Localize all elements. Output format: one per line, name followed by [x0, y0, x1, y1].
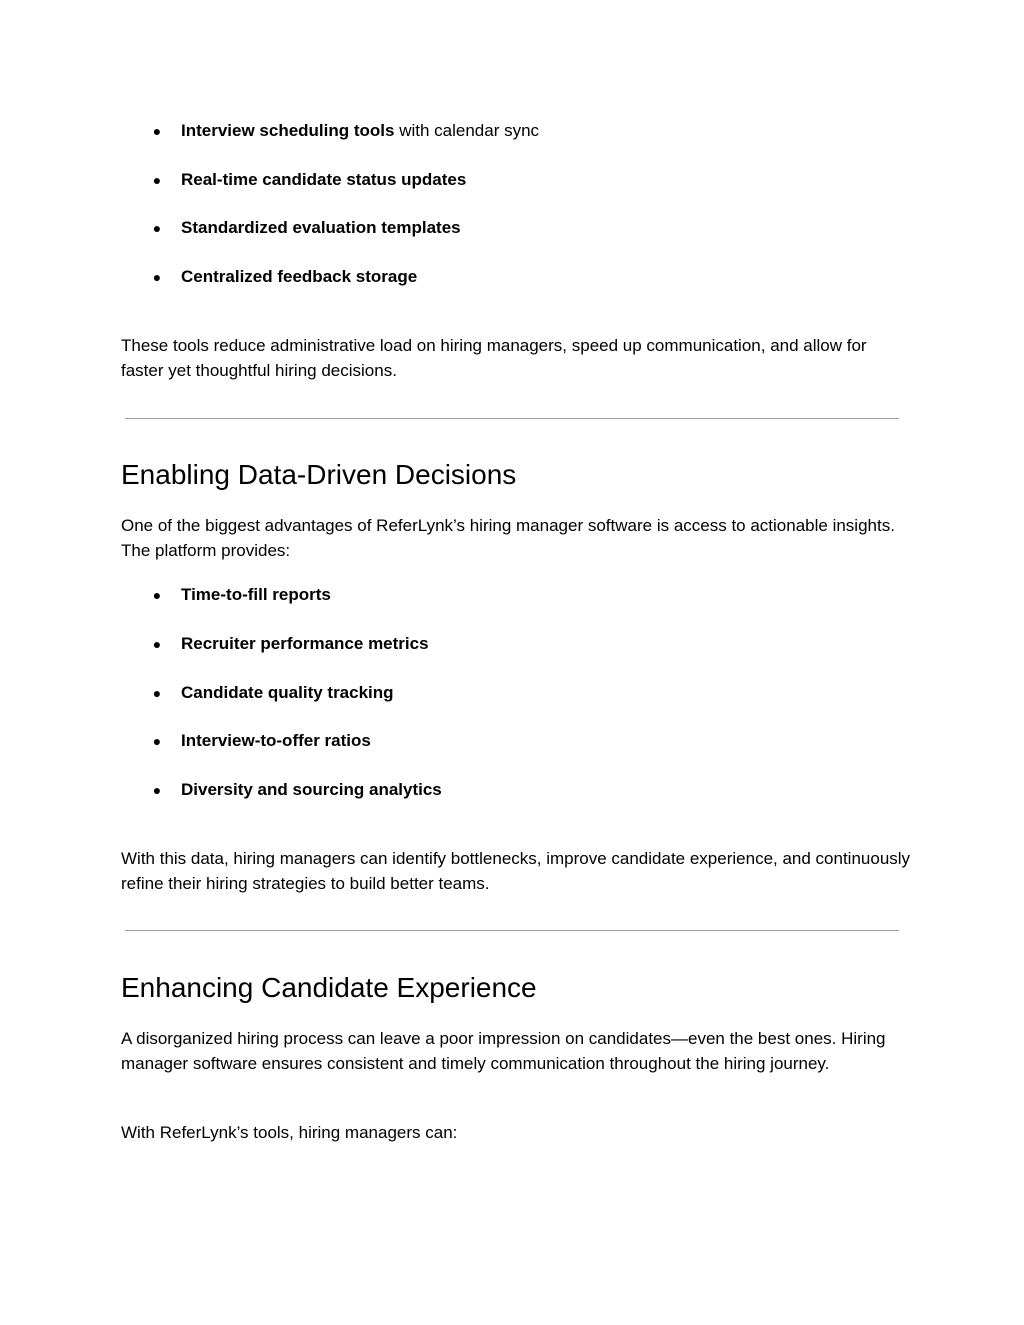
bullet-icon: ●: [152, 587, 162, 603]
list-item: [0, 631, 1024, 657]
list-item-bold: Candidate quality tracking: [181, 683, 394, 702]
list-item: [0, 680, 1024, 706]
section-heading-candidate-experience: Enhancing Candidate Experience: [121, 972, 537, 1003]
list-item-bold: Real-time candidate status updates: [181, 170, 467, 189]
list-item-text: with calendar sync: [394, 121, 540, 140]
section-closing-paragraph: With this data, hiring managers can identify bottlenecks, improve candidate experience, and continuously refine their hiring strategies to build better teams.: [121, 849, 911, 893]
section-intro-paragraph: A disorganized hiring process can leave a poor impression on candidates—even the best ones. Hiring manager software ensures consistent and timely communication throughout the hiring journey.: [121, 1029, 886, 1073]
list-item: [0, 264, 1024, 290]
bullet-icon: ●: [152, 636, 162, 652]
bullet-icon: ●: [152, 220, 162, 236]
summary-paragraph: These tools reduce administrative load on hiring managers, speed up communication, and allow for faster yet thoughtful hiring decisions.: [121, 336, 867, 380]
section-divider: [125, 418, 899, 419]
list-item: [0, 728, 1024, 754]
list-item-bold: Recruiter performance metrics: [181, 634, 429, 653]
bullet-icon: ●: [152, 685, 162, 701]
list-item: [0, 118, 1024, 144]
list-item: [0, 167, 1024, 193]
bullet-icon: ●: [152, 782, 162, 798]
list-item-bold: Centralized feedback storage: [181, 267, 418, 286]
section-lead-paragraph: With ReferLynk’s tools, hiring managers can:: [121, 1123, 458, 1142]
list-item: [0, 582, 1024, 608]
list-item-bold: Diversity and sourcing analytics: [181, 780, 442, 799]
bullet-icon: ●: [152, 269, 162, 285]
list-item-bold: Interview-to-offer ratios: [181, 731, 371, 750]
list-item-bold: Interview scheduling tools: [181, 121, 395, 140]
list-item-bold: Standardized evaluation templates: [181, 218, 461, 237]
list-item-bold: Time-to-fill reports: [181, 585, 331, 604]
section-divider: [125, 930, 899, 931]
list-item: [0, 215, 1024, 241]
section-heading-data-driven: Enabling Data-Driven Decisions: [121, 459, 517, 490]
bullet-icon: ●: [152, 733, 162, 749]
bullet-icon: ●: [152, 172, 162, 188]
bullet-icon: ●: [152, 123, 162, 139]
section-intro-paragraph: One of the biggest advantages of ReferLynk’s hiring manager software is access to actionable insights. The platform provides:: [121, 516, 895, 560]
list-item: [0, 777, 1024, 803]
